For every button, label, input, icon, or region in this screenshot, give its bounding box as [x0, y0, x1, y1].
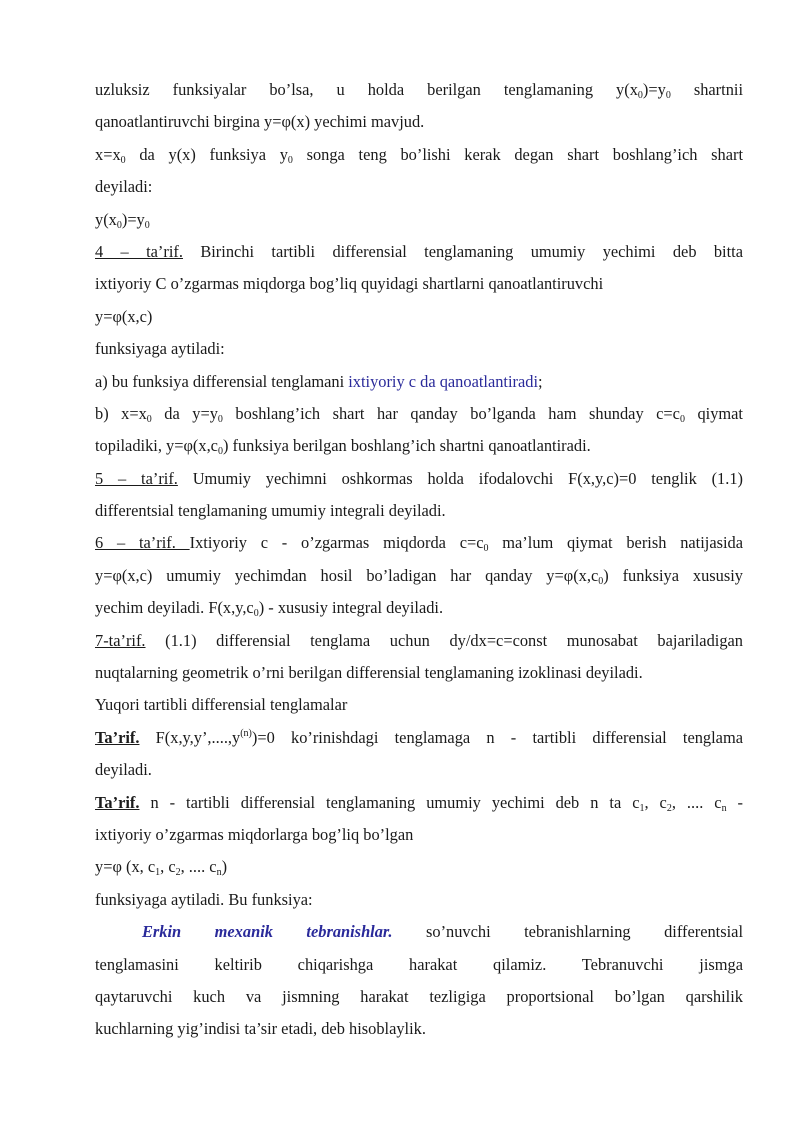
highlighted-text: ixtiyoriy c da qanoatlantiradi [348, 371, 539, 391]
text-line: ixtiyoriy o’zgarmas miqdorlarga bog’liq bo’lgan [95, 824, 414, 844]
text-line: qanoatlantiruvchi birgina y=φ(x) yechimi mavjud. [95, 112, 425, 132]
section-heading: Yuqori tartibli differensial tenglamalar [95, 695, 348, 715]
text-line: kuchlarning yig’indisi ta’sir etadi, deb hisoblaylik. [95, 1019, 426, 1039]
text-line: deyiladi: [95, 177, 153, 197]
definition-label: Ta’rif. [95, 727, 140, 747]
definition-4: 4 – ta’rif. Birinchi tartibli differensial tenglamaning umumiy yechimi deb bitta [95, 241, 743, 261]
definition-higher-order: Ta’rif. $F(x,y,y’,....,y^{(n)})=0$ ko’rinishdagi tenglamaga n - tartibli differensial tenglama [95, 727, 743, 747]
text-line: $x=x_0$ da y(x) funksiya $y_0$ songa teng bo’lishi kerak degan shart boshlang’ich shart [95, 144, 744, 166]
paragraph-heading: Erkin mexanik tebranishlar. [142, 922, 393, 942]
definition-label: 7-ta’rif. [95, 630, 146, 650]
text-line: b) $x=x_0$ da $y=y_0$ boshlang’ich shart har qanday bo’lganda ham shunday $c=c_0$ qiymat [95, 403, 743, 425]
text-line: nuqtalarning geometrik o’rni berilgan differensial tenglamaning izoklinasi deyiladi. [95, 663, 643, 683]
text-line: Erkin mexanik tebranishlar. so’nuvchi tebranishlarning differentsial [142, 922, 743, 942]
definition-label: 4 – ta’rif. [95, 241, 183, 261]
definition-5: 5 – ta’rif. Umumiy yechimni oshkormas holda ifodalovchi F(x,y,c)=0 tenglik (1.1) [95, 468, 743, 488]
text-line: funksiyaga aytiladi. Bu funksiya: [95, 889, 313, 909]
text-line: funksiyaga aytiladi: [95, 339, 225, 359]
text-line: a) bu funksiya differensial tenglamani ixtiyoriy c da qanoatlantiradi; [95, 371, 543, 391]
text-line: topiladiki, $y=\varphi(x,c_0)$ funksiya berilgan boshlang’ich shartni qanoatlantiradi. [95, 436, 591, 458]
indented-paragraph [95, 916, 743, 948]
text-line: uzluksiz funksiyalar bo’lsa, u holda berilgan tenglamaning $y(x_0)=y_0$ shartnii [95, 80, 743, 101]
document-page [95, 74, 743, 1046]
text-line: yechim deyiladi. $F(x,y,c_0)$ - xususiy integral deyiladi. [95, 598, 444, 620]
text-line: tenglamasini keltirib chiqarishga harakat qilamiz. Tebranuvchi jismga [95, 954, 743, 974]
formula-line: y=φ(x,c) [95, 306, 153, 326]
text-line: qaytaruvchi kuch va jismning harakat tezligiga proportsional bo’lgan qarshilik [95, 986, 743, 1006]
definition-7: 7-ta’rif. (1.1) differensial tenglama uchun dy/dx=c=const munosabat bajariladigan [95, 630, 743, 650]
formula-line: y=φ (x, $c_1$, $c_2$, .... $c_n$) [95, 857, 228, 879]
definition-label: 5 – ta’rif. [95, 468, 178, 488]
definition-label: 6 – ta’rif. [95, 533, 190, 553]
text-line: y=φ(x,c) umumiy yechimdan hosil bo’ladigan har qanday $y=\varphi(x,c_0)$ funksiya xususiy [95, 565, 743, 587]
definition-general-solution: Ta’rif. n - tartibli differensial tenglamaning umumiy yechimi deb n ta $c_1$, $c_2$, .... $c_n$ - [95, 792, 743, 814]
text-line: ixtiyoriy C o’zgarmas miqdorga bog’liq quyidagi shartlarni qanoatlantiruvchi [95, 274, 604, 294]
definition-label: Ta’rif. [95, 792, 140, 812]
text-line: differentsial tenglamaning umumiy integrali deyiladi. [95, 501, 446, 521]
definition-6: 6 – ta’rif. Ixtiyoriy c - o’zgarmas miqdorda $c=c_0$ ma’lum qiymat berish natijasida [95, 533, 744, 555]
text-line: deyiladi. [95, 760, 152, 780]
formula-line: $y(x_0)=y_0$ [95, 209, 150, 231]
